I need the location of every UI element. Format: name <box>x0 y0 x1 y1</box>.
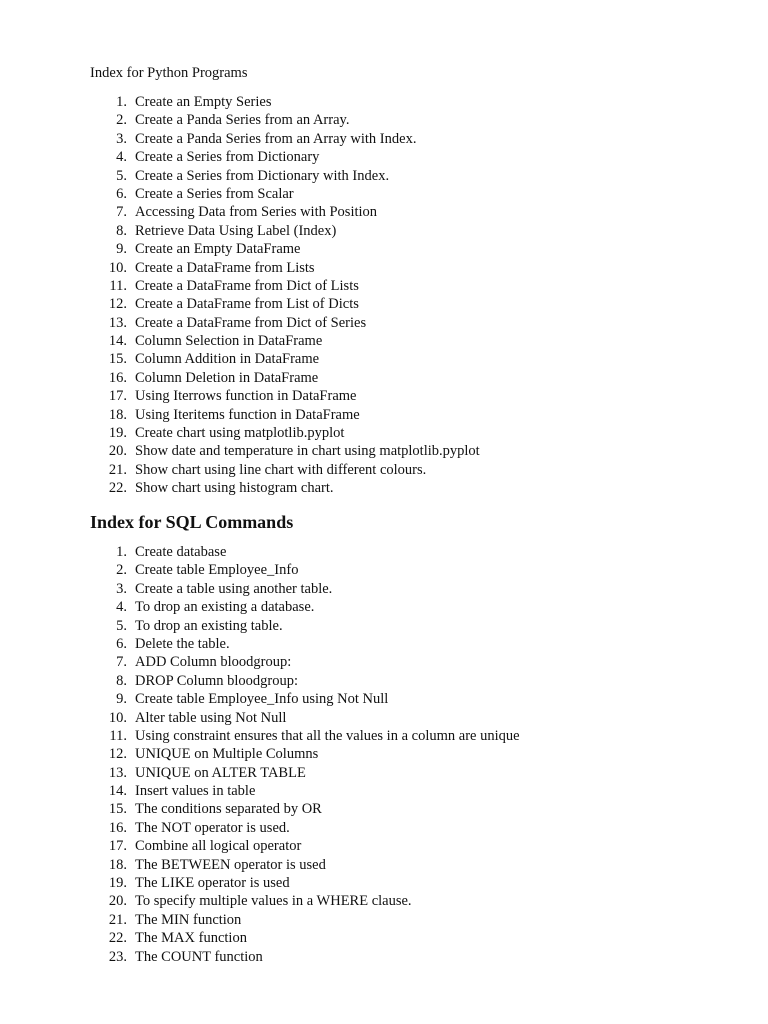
python-index-heading: Index for Python Programs <box>90 65 248 81</box>
list-item <box>90 259 480 277</box>
list-item <box>90 892 520 910</box>
list-item-number: 18. <box>108 406 127 423</box>
list-item-text: Create table Employee_Info using Not Null <box>135 691 389 708</box>
list-item-number: 21. <box>108 461 127 478</box>
python-index-list <box>90 93 480 498</box>
list-item-number: 19. <box>108 425 127 442</box>
list-item-text: Create a Series from Dictionary with Index. <box>135 167 390 184</box>
sql-index-list <box>90 543 520 966</box>
list-item-text: To drop an existing a database. <box>135 599 315 616</box>
list-item <box>90 819 520 837</box>
list-item-number: 11. <box>109 277 127 294</box>
list-item <box>90 580 520 598</box>
list-item-number: 15. <box>108 801 127 818</box>
list-item-number: 17. <box>108 388 127 405</box>
list-item-number: 6. <box>116 185 127 202</box>
list-item <box>90 424 480 442</box>
list-item <box>90 387 480 405</box>
list-item-text: Create database <box>135 544 227 560</box>
list-item-number: 17. <box>108 838 127 855</box>
list-item-text: Column Selection in DataFrame <box>135 333 323 350</box>
list-item <box>90 314 480 332</box>
list-item <box>90 598 520 616</box>
list-item <box>90 543 520 561</box>
list-item <box>90 461 480 479</box>
list-item-text: Create a Panda Series from an Array. <box>135 112 350 129</box>
list-item <box>90 203 480 221</box>
list-item <box>90 167 480 185</box>
list-item-text: The BETWEEN operator is used <box>135 856 326 873</box>
list-item-text: UNIQUE on Multiple Columns <box>135 746 319 763</box>
list-item <box>90 837 520 855</box>
list-item <box>90 406 480 424</box>
list-item <box>90 332 480 350</box>
list-item <box>90 672 520 690</box>
list-item-text: Delete the table. <box>135 635 230 652</box>
list-item-text: Create a DataFrame from List of Dicts <box>135 296 359 313</box>
list-item-text: Using constraint ensures that all the values in a column are unique <box>135 727 520 744</box>
list-item-number: 4. <box>116 599 127 616</box>
list-item-number: 19. <box>108 875 127 892</box>
list-item-text: Accessing Data from Series with Position <box>135 204 378 221</box>
list-item-number: 10. <box>108 709 127 726</box>
list-item-number: 3. <box>116 580 127 597</box>
list-item <box>90 617 520 635</box>
list-item <box>90 561 520 579</box>
list-item-text: Column Deletion in DataFrame <box>135 369 319 386</box>
list-item-number: 9. <box>116 241 127 258</box>
list-item-number: 23. <box>108 948 127 965</box>
list-item <box>90 111 480 129</box>
list-item <box>90 185 480 203</box>
list-item-text: To specify multiple values in a WHERE clause. <box>135 893 412 910</box>
list-item <box>90 856 520 874</box>
list-item-number: 5. <box>116 167 127 184</box>
list-item <box>90 277 480 295</box>
list-item <box>90 130 480 148</box>
list-item <box>90 653 520 671</box>
list-item-text: Create a Series from Dictionary <box>135 149 320 166</box>
list-item-text: The NOT operator is used. <box>135 819 290 836</box>
list-item <box>90 929 520 947</box>
list-item <box>90 690 520 708</box>
list-item <box>90 874 520 892</box>
list-item-text: Using Iterrows function in DataFrame <box>135 388 357 405</box>
list-item-number: 7. <box>116 204 127 221</box>
list-item <box>90 93 480 111</box>
list-item-text: The MAX function <box>135 930 247 947</box>
list-item-number: 1. <box>116 544 127 560</box>
list-item-text: Create a DataFrame from Dict of Series <box>135 314 367 331</box>
list-item-number: 9. <box>116 691 127 708</box>
list-item <box>90 369 480 387</box>
list-item-text: The LIKE operator is used <box>135 875 290 892</box>
list-item-text: Create an Empty Series <box>135 94 272 110</box>
list-item-number: 14. <box>108 333 127 350</box>
list-item-number: 8. <box>116 222 127 239</box>
list-item-text: Create a Series from Scalar <box>135 185 294 202</box>
list-item <box>90 148 480 166</box>
list-item-number: 22. <box>108 930 127 947</box>
list-item-number: 3. <box>116 130 127 147</box>
list-item-text: The conditions separated by OR <box>135 801 322 818</box>
list-item-text: Combine all logical operator <box>135 838 302 855</box>
list-item-text: Create a DataFrame from Lists <box>135 259 315 276</box>
list-item <box>90 635 520 653</box>
list-item-number: 2. <box>116 562 127 579</box>
list-item-text: UNIQUE on ALTER TABLE <box>135 764 306 781</box>
list-item-text: To drop an existing table. <box>135 617 283 634</box>
list-item <box>90 745 520 763</box>
list-item <box>90 782 520 800</box>
list-item-number: 22. <box>108 480 127 497</box>
list-item-text: Create a DataFrame from Dict of Lists <box>135 277 359 294</box>
list-item-text: Show date and temperature in chart using matplotlib.pyplot <box>135 443 480 460</box>
list-item-number: 6. <box>116 635 127 652</box>
list-item-number: 1. <box>116 94 127 110</box>
list-item-text: The COUNT function <box>135 948 263 965</box>
list-item <box>90 948 520 966</box>
list-item <box>90 764 520 782</box>
list-item <box>90 479 480 497</box>
list-item-text: Create a table using another table. <box>135 580 333 597</box>
list-item <box>90 240 480 258</box>
list-item-number: 12. <box>108 296 127 313</box>
list-item-text: The MIN function <box>135 911 242 928</box>
list-item-text: Show chart using line chart with different colours. <box>135 461 427 478</box>
list-item-text: Create chart using matplotlib.pyplot <box>135 425 345 442</box>
list-item-text: Insert values in table <box>135 783 256 800</box>
list-item <box>90 222 480 240</box>
list-item-number: 5. <box>116 617 127 634</box>
list-item-number: 18. <box>108 856 127 873</box>
list-item-number: 2. <box>116 112 127 129</box>
list-item-number: 8. <box>116 672 127 689</box>
list-item-text: Create a Panda Series from an Array with Index. <box>135 130 417 147</box>
list-item <box>90 911 520 929</box>
list-item <box>90 800 520 818</box>
list-item-number: 13. <box>108 314 127 331</box>
list-item <box>90 709 520 727</box>
list-item-number: 16. <box>108 369 127 386</box>
list-item-text: ADD Column bloodgroup: <box>135 654 292 671</box>
list-item <box>90 442 480 460</box>
list-item <box>90 727 520 745</box>
list-item-number: 11. <box>109 727 127 744</box>
list-item-text: Column Addition in DataFrame <box>135 351 320 368</box>
list-item <box>90 295 480 313</box>
list-item-text: Using Iteritems function in DataFrame <box>135 406 360 423</box>
list-item-text: Retrieve Data Using Label (Index) <box>135 222 337 239</box>
list-item-text: Alter table using Not Null <box>135 709 287 726</box>
list-item-number: 20. <box>108 893 127 910</box>
list-item-number: 13. <box>108 764 127 781</box>
list-item-text: Show chart using histogram chart. <box>135 480 334 497</box>
sql-index-heading: Index for SQL Commands <box>90 512 294 532</box>
list-item-number: 4. <box>116 149 127 166</box>
list-item-number: 21. <box>108 911 127 928</box>
list-item-number: 20. <box>108 443 127 460</box>
list-item-number: 7. <box>116 654 127 671</box>
list-item-text: DROP Column bloodgroup: <box>135 672 299 689</box>
list-item-number: 10. <box>108 259 127 276</box>
list-item-number: 12. <box>108 746 127 763</box>
list-item-number: 15. <box>108 351 127 368</box>
list-item <box>90 350 480 368</box>
list-item-text: Create an Empty DataFrame <box>135 241 301 258</box>
list-item-number: 14. <box>108 783 127 800</box>
list-item-number: 16. <box>108 819 127 836</box>
list-item-text: Create table Employee_Info <box>135 562 299 579</box>
